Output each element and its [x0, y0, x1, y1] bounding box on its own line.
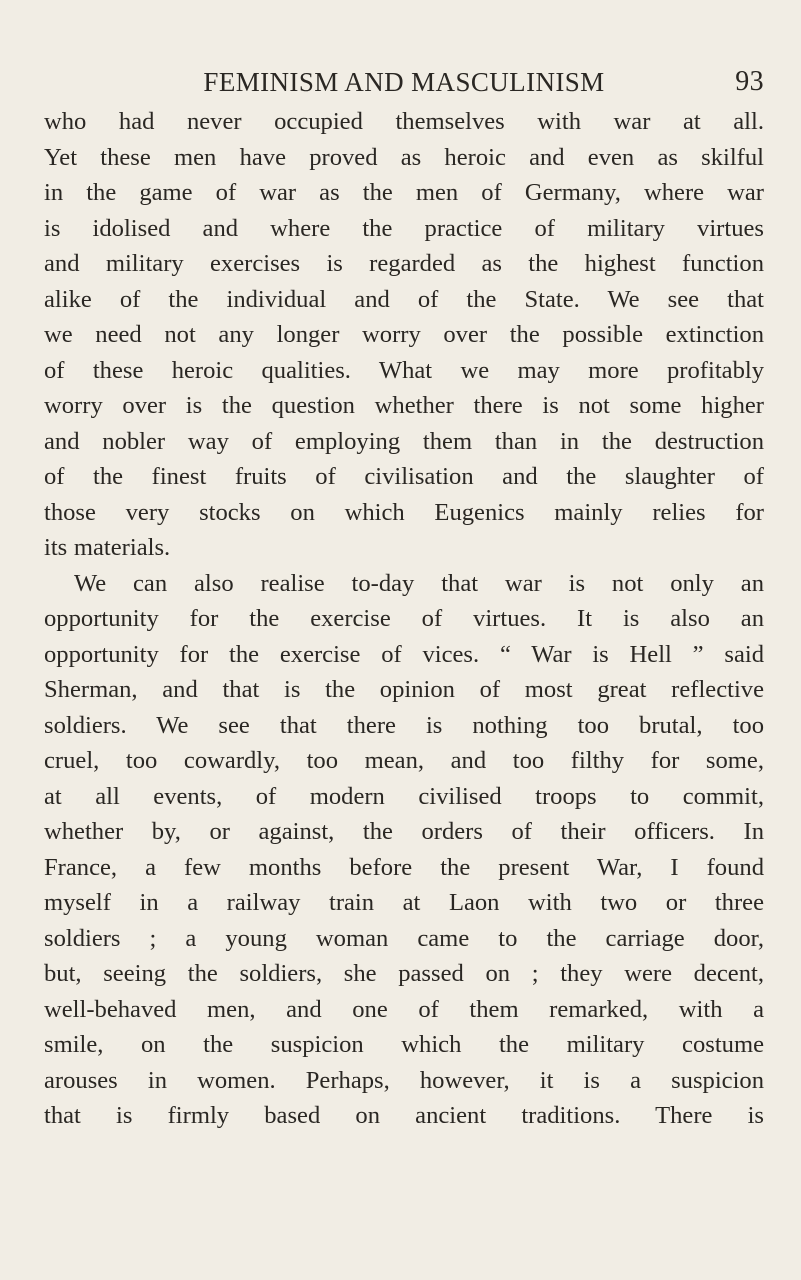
text-line: and nobler way of employing them than in the destruction: [44, 427, 764, 455]
text-line: we need not any longer worry over the possible extinction: [44, 321, 764, 348]
text-line: is idolised and where the practice of military virtues: [44, 214, 764, 242]
text-line: alike of the individual and of the State. We see that: [44, 285, 764, 313]
text-line: myself in a railway train at Laon with two or three: [44, 889, 764, 916]
text-line: opportunity for the exercise of virtues. It is also an: [44, 605, 764, 632]
text-line: those very stocks on which Eugenics mainly relies for: [44, 498, 764, 526]
text-line: France, a few months before the present War, I found: [44, 853, 764, 881]
text-line: Yet these men have proved as heroic and even as skilful: [44, 143, 764, 171]
text-line: opportunity for the exercise of vices. “ War is Hell ” said: [44, 640, 764, 668]
text-line: but, seeing the soldiers, she passed on ; they were decent,: [44, 960, 764, 987]
running-head: [44, 62, 764, 102]
page-number: 93: [735, 66, 764, 97]
text-line: whether by, or against, the orders of their officers. In: [44, 818, 764, 845]
text-line: who had never occupied themselves with war at all.: [44, 108, 764, 135]
body-text: [44, 104, 764, 1134]
text-line: that is firmly based on ancient traditions. There is: [44, 1102, 764, 1129]
running-title: FEMINISM AND MASCULINISM: [203, 67, 605, 97]
text-line: soldiers. We see that there is nothing too brutal, too: [44, 711, 764, 739]
text-line: of these heroic qualities. What we may more profitably: [44, 356, 764, 384]
text-line: of the finest fruits of civilisation and the slaughter of: [44, 463, 764, 490]
text-line: Sherman, and that is the opinion of most great reflective: [44, 676, 764, 703]
text-line: at all events, of modern civilised troops to commit,: [44, 782, 764, 810]
text-line: soldiers ; a young woman came to the carriage door,: [44, 924, 764, 952]
text-line: We can also realise to-day that war is not only an: [74, 569, 764, 597]
text-line: cruel, too cowardly, too mean, and too filthy for some,: [44, 747, 764, 774]
text-line: its materials.: [44, 534, 171, 561]
text-line: smile, on the suspicion which the military costume: [44, 1031, 764, 1058]
text-line: well-behaved men, and one of them remarked, with a: [44, 995, 764, 1023]
text-line: arouses in women. Perhaps, however, it is a suspicion: [44, 1066, 764, 1094]
text-line: worry over is the question whether there is not some higher: [44, 392, 764, 419]
text-line: and military exercises is regarded as the highest function: [44, 250, 764, 277]
text-line: in the game of war as the men of Germany, where war: [44, 179, 764, 206]
